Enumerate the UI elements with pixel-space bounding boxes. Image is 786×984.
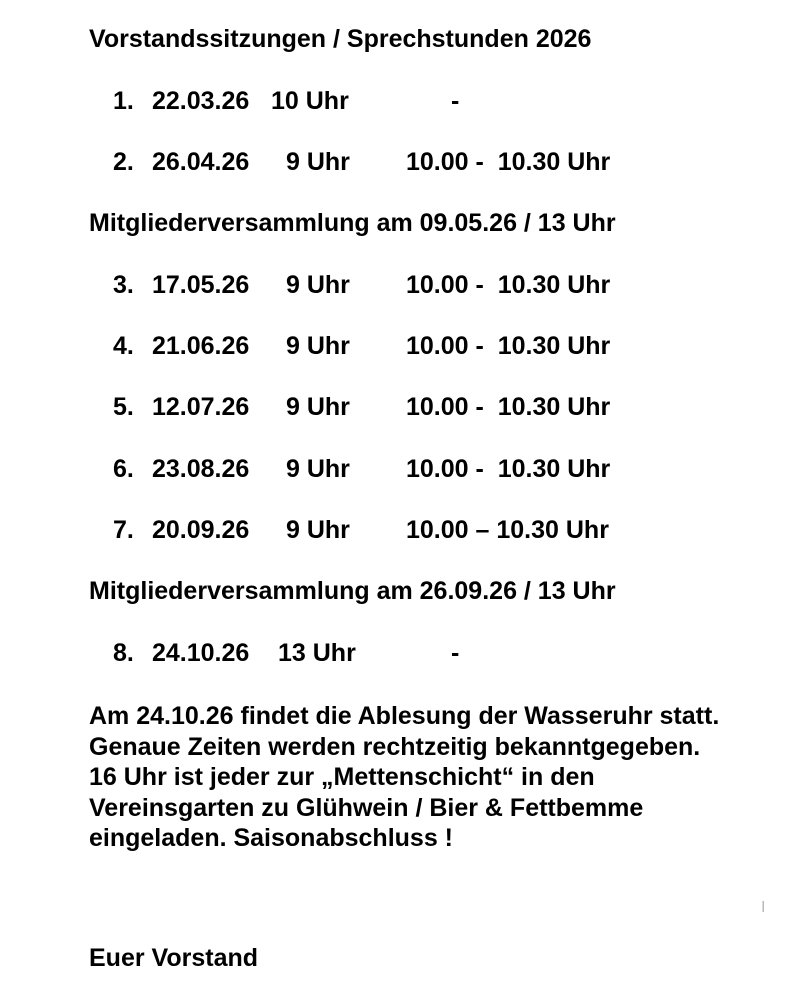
entry-date: 21.06.26 bbox=[152, 332, 250, 360]
note-paragraph: 16 Uhr ist jeder zur „Mettenschicht“ in den Vereinsgarten zu Glühwein / Bier & Fettbemme eingeladen. Saisonabschluss ! bbox=[89, 763, 644, 853]
entry-sprechstunde: 10.00 - 10.30 Uhr bbox=[406, 271, 611, 299]
entry-date: 24.10.26 bbox=[152, 639, 250, 667]
entry-sprechstunde: 10.00 – 10.30 Uhr bbox=[406, 516, 609, 544]
signature: Euer Vorstand bbox=[89, 944, 259, 972]
entry-number: 2. bbox=[113, 148, 134, 176]
entry-sprechstunde: - bbox=[451, 639, 460, 667]
entry-time: 10 Uhr bbox=[271, 87, 349, 115]
entry-number: 1. bbox=[113, 87, 134, 115]
entry-time: 9 Uhr bbox=[286, 271, 350, 299]
schedule-row bbox=[0, 89, 786, 119]
entry-time: 13 Uhr bbox=[278, 639, 356, 667]
entry-time: 9 Uhr bbox=[286, 393, 350, 421]
entry-time: 9 Uhr bbox=[286, 455, 350, 483]
entry-sprechstunde: 10.00 - 10.30 Uhr bbox=[406, 455, 611, 483]
entry-time: 9 Uhr bbox=[286, 516, 350, 544]
note-paragraph: Genaue Zeiten werden rechtzeitig bekanntgegeben. bbox=[89, 732, 701, 761]
entry-number: 7. bbox=[113, 516, 134, 544]
entry-time: 9 Uhr bbox=[286, 332, 350, 360]
entry-sprechstunde: - bbox=[451, 87, 460, 115]
entry-number: 4. bbox=[113, 332, 134, 360]
entry-date: 12.07.26 bbox=[152, 393, 250, 421]
meeting-heading: Mitgliederversammlung am 26.09.26 / 13 Uhr bbox=[89, 577, 616, 605]
entry-time: 9 Uhr bbox=[286, 148, 350, 176]
entry-sprechstunde: 10.00 - 10.30 Uhr bbox=[406, 332, 611, 360]
page-title: Vorstandssitzungen / Sprechstunden 2026 bbox=[89, 25, 592, 53]
schedule-row bbox=[0, 518, 786, 548]
schedule-row bbox=[0, 641, 786, 671]
entry-sprechstunde: 10.00 - 10.30 Uhr bbox=[406, 393, 611, 421]
text-cursor-icon: I bbox=[761, 899, 766, 916]
schedule-row bbox=[0, 457, 786, 487]
entry-date: 20.09.26 bbox=[152, 516, 250, 544]
entry-date: 26.04.26 bbox=[152, 148, 250, 176]
schedule-row bbox=[0, 273, 786, 303]
note-paragraph: Am 24.10.26 findet die Ablesung der Wasseruhr statt. bbox=[89, 702, 720, 730]
notes-block bbox=[89, 701, 729, 854]
entry-date: 23.08.26 bbox=[152, 455, 250, 483]
schedule-row bbox=[0, 150, 786, 180]
entry-number: 8. bbox=[113, 639, 134, 667]
entry-number: 5. bbox=[113, 393, 134, 421]
entry-sprechstunde: 10.00 - 10.30 Uhr bbox=[406, 148, 611, 176]
entry-date: 17.05.26 bbox=[152, 271, 250, 299]
entry-number: 6. bbox=[113, 455, 134, 483]
schedule-row bbox=[0, 334, 786, 364]
entry-date: 22.03.26 bbox=[152, 87, 250, 115]
meeting-heading: Mitgliederversammlung am 09.05.26 / 13 Uhr bbox=[89, 209, 616, 237]
entry-number: 3. bbox=[113, 271, 134, 299]
schedule-row bbox=[0, 395, 786, 425]
